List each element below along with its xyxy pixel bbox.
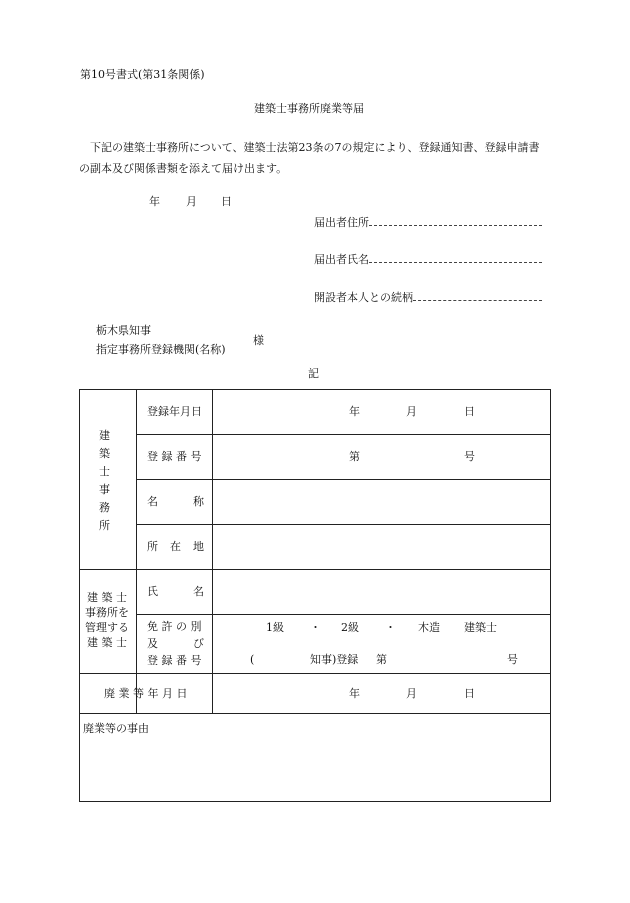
date-month: 月 (186, 195, 197, 208)
body-text: 下記の建築士事務所について、建築士法第23条の7の規定により、登録通知書、登録申請書の副本及び関係書類を添えて届け出ます。 (79, 141, 540, 175)
reg-number-prefix: 第 (349, 450, 360, 463)
date-day: 日 (221, 195, 232, 208)
office-name-label-b: 称 (193, 495, 204, 508)
reg-date-year: 年 (349, 405, 360, 418)
reg-number-suffix: 号 (464, 450, 475, 463)
notifier-address-label: 届出者住所 (314, 216, 369, 229)
closure-date-month: 月 (406, 687, 417, 700)
notifier-name-field[interactable] (314, 253, 542, 265)
reg-date-month: 月 (406, 405, 417, 418)
office-name-label-a: 名 (147, 495, 158, 508)
notifier-address-blank (369, 216, 542, 226)
license-dot-2: ・ (385, 621, 396, 634)
notifier-address-field[interactable] (314, 216, 542, 228)
reason-label: 廃業等の事由 (83, 722, 149, 735)
notifier-name-label: 届出者氏名 (314, 253, 369, 266)
license-grade-1: 1級 (266, 621, 284, 634)
license-grade-wood: 木造 (418, 621, 440, 634)
ki-label: 記 (308, 367, 319, 380)
location-label-c: 地 (193, 540, 204, 553)
license-label-line1: 免 許 の 別 (147, 620, 202, 633)
manager-name-label-a: 氏 (147, 585, 158, 598)
manager-name-label-b: 名 (193, 585, 204, 598)
notifier-relation-field[interactable] (314, 291, 542, 303)
form-number: 第10号書式(第31条関係) (80, 68, 205, 81)
reg-number-label: 登 録 番 号 (147, 450, 202, 463)
license-label-line2b: び (193, 637, 204, 650)
document-title: 建築士事務所廃業等届 (254, 102, 364, 115)
location-label-a: 所 (147, 540, 158, 553)
reg-date-label: 登録年月日 (147, 405, 202, 418)
license-chiji: 知事)登録 (310, 653, 359, 666)
license-architect: 建築士 (464, 621, 497, 634)
reg-date-day: 日 (464, 405, 475, 418)
location-label-b: 在 (170, 540, 181, 553)
license-grade-2: 2級 (341, 621, 359, 634)
notifier-relation-label: 開設者本人との続柄 (314, 291, 413, 304)
closure-date-day: 日 (464, 687, 475, 700)
addressee-line2: 指定事務所登録機関(名称) (96, 343, 226, 356)
date-year: 年 (149, 195, 160, 208)
closure-date-year: 年 (349, 687, 360, 700)
office-group-label: 建 築 士 事 務 所 (99, 429, 110, 532)
closure-date-label: 廃 業 等 年 月 日 (104, 687, 188, 700)
manager-group-label: 建 築 士 事務所を 管理する 建 築 士 (85, 591, 129, 649)
license-go: 号 (507, 653, 518, 666)
license-label-line2a: 及 (147, 637, 158, 650)
addressee-line1: 栃木県知事 (96, 324, 151, 337)
notifier-name-blank (369, 253, 542, 263)
license-paren-open: ( (250, 653, 255, 666)
license-dot-1: ・ (310, 621, 321, 634)
license-label-line3: 登 録 番 号 (147, 654, 202, 667)
license-dai: 第 (376, 653, 387, 666)
addressee-honorific: 様 (253, 334, 264, 347)
notifier-relation-blank (413, 291, 542, 301)
